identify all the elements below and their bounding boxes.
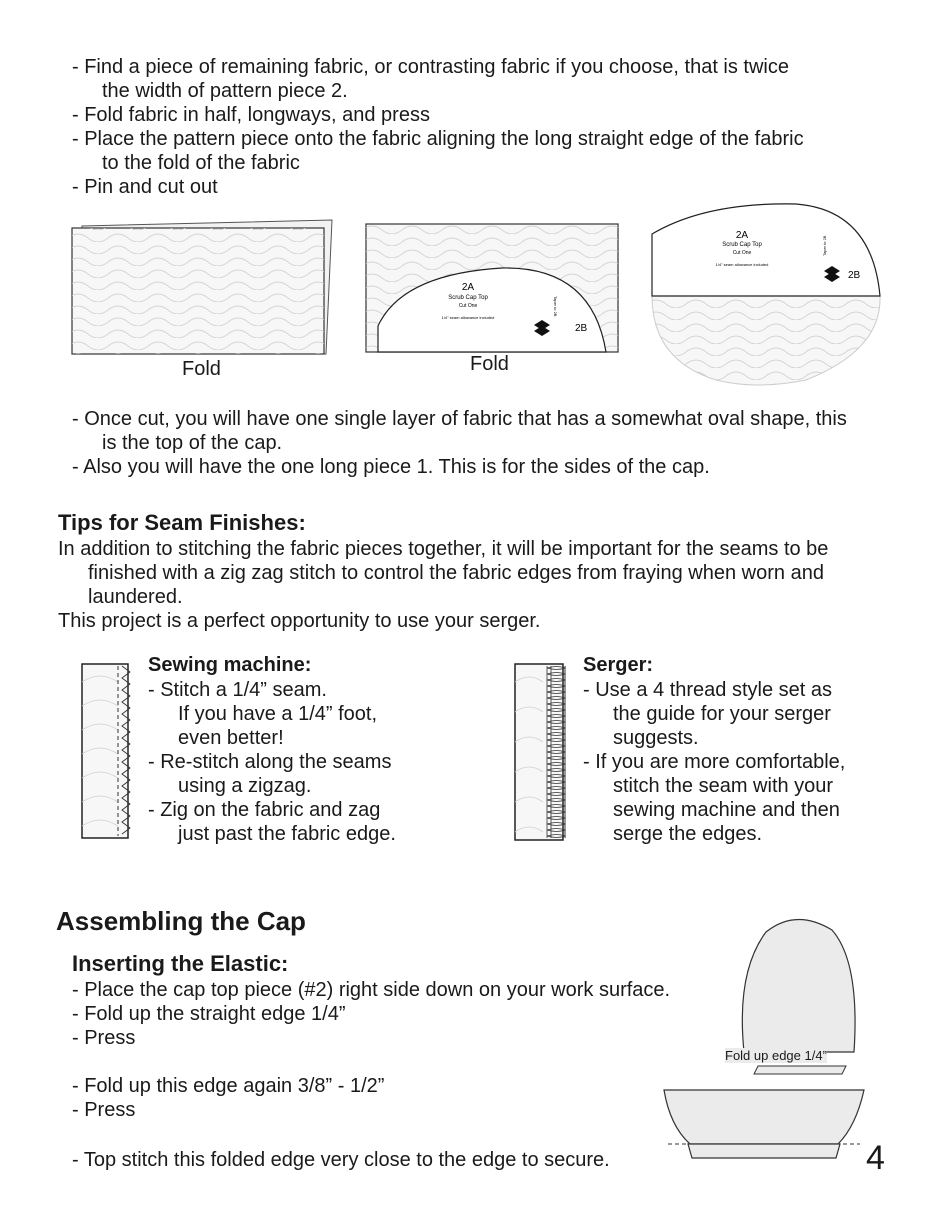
serger-line-4: - If you are more comfortable, [583, 751, 846, 773]
zigzag-seam-figure [80, 662, 134, 840]
sewing-line-7: just past the fabric edge. [178, 823, 396, 845]
assembling-heading: Assembling the Cap [56, 906, 306, 936]
serger-line-5: stitch the seam with your [613, 775, 834, 797]
opened-cap-top-figure [646, 200, 886, 390]
inserting-elastic-heading: Inserting the Elastic: [72, 951, 289, 976]
sewing-machine-title: Sewing machine: [148, 654, 312, 676]
fold-label-1: Fold [182, 358, 221, 380]
tips-line-3: laundered. [88, 586, 183, 608]
assemble-line-3: - Press [72, 1027, 136, 1049]
serger-line-7: serge the edges. [613, 823, 762, 845]
serger-line-6: sewing machine and then [613, 799, 840, 821]
serger-line-2: the guide for your serger [613, 703, 831, 725]
page-number: 4 [866, 1139, 885, 1177]
after-cut-line-1: - Once cut, you will have one single layer of fabric that has a somewhat oval shape, this [72, 408, 847, 430]
seam-text-b: 1/4" seam allowance included [715, 262, 769, 267]
piece-name-b: Scrub Cap Top [722, 242, 762, 248]
assemble-line-2: - Fold up the straight edge 1/4” [72, 1003, 346, 1025]
sewing-line-3: even better! [178, 727, 284, 749]
sewing-line-4: - Re-stitch along the seams [148, 751, 392, 773]
intro-line-4: - Place the pattern piece onto the fabric aligning the long straight edge of the fabric [72, 128, 804, 150]
intro-line-1: - Find a piece of remaining fabric, or contrasting fabric if you choose, that is twice [72, 56, 790, 78]
piece-name-a: Scrub Cap Top [448, 295, 488, 301]
tips-heading: Tips for Seam Finishes: [58, 510, 306, 535]
intro-line-6: - Pin and cut out [72, 176, 218, 198]
sewing-line-5: using a zigzag. [178, 775, 312, 797]
fold-up-caption: Fold up edge 1/4” [725, 1048, 827, 1063]
tips-line-2: finished with a zig zag stitch to control the fabric edges from fraying when worn and [88, 562, 824, 584]
intro-line-3: - Fold fabric in half, longways, and press [72, 104, 430, 126]
assemble-line-4: - Fold up this edge again 3/8” - 1/2” [72, 1075, 385, 1097]
after-cut-line-2: is the top of the cap. [102, 432, 283, 454]
piece-label-a: 2A [461, 282, 475, 293]
seam-text-a: 1/4" seam allowance included [441, 315, 495, 320]
piece-label-b: 2A [735, 230, 749, 241]
folded-fabric-figure [68, 218, 340, 360]
pattern-on-fabric-figure [362, 222, 622, 356]
serger-title: Serger: [583, 654, 654, 676]
cut-text-a: Cut One [458, 303, 478, 309]
serged-seam-figure [513, 662, 569, 842]
assemble-line-1: - Place the cap top piece (#2) right side down on your work surface. [72, 979, 671, 1001]
sewing-line-1: - Stitch a 1/4” seam. [148, 679, 327, 701]
notch-label-b: 2B [848, 270, 861, 281]
folded-edge-figure [660, 1086, 866, 1166]
tips-line-1: In addition to stitching the fabric pieces together, it will be important for the seams to be [58, 538, 829, 560]
after-cut-line-3: - Also you will have the one long piece 1. This is for the sides of the cap. [72, 456, 710, 478]
sewing-line-6: - Zig on the fabric and zag [148, 799, 381, 821]
serger-line-1: - Use a 4 thread style set as [583, 679, 833, 701]
sewing-line-2: If you have a 1/4” foot, [178, 703, 378, 725]
assemble-line-6: - Top stitch this folded edge very close to the edge to secure. [72, 1149, 610, 1171]
cut-text-b: Cut One [732, 250, 752, 256]
tips-line-4: This project is a perfect opportunity to use your serger. [58, 610, 541, 632]
fold-label-2: Fold [470, 353, 509, 375]
taper-text-b: Taper to 2B [822, 235, 827, 256]
intro-line-5: to the fold of the fabric [102, 152, 300, 174]
notch-label-a: 2B [575, 323, 588, 334]
taper-text-a: Taper to 2B [553, 296, 558, 317]
serger-line-3: suggests. [613, 727, 699, 749]
assemble-line-5: - Press [72, 1099, 136, 1121]
intro-line-2: the width of pattern piece 2. [102, 80, 348, 102]
